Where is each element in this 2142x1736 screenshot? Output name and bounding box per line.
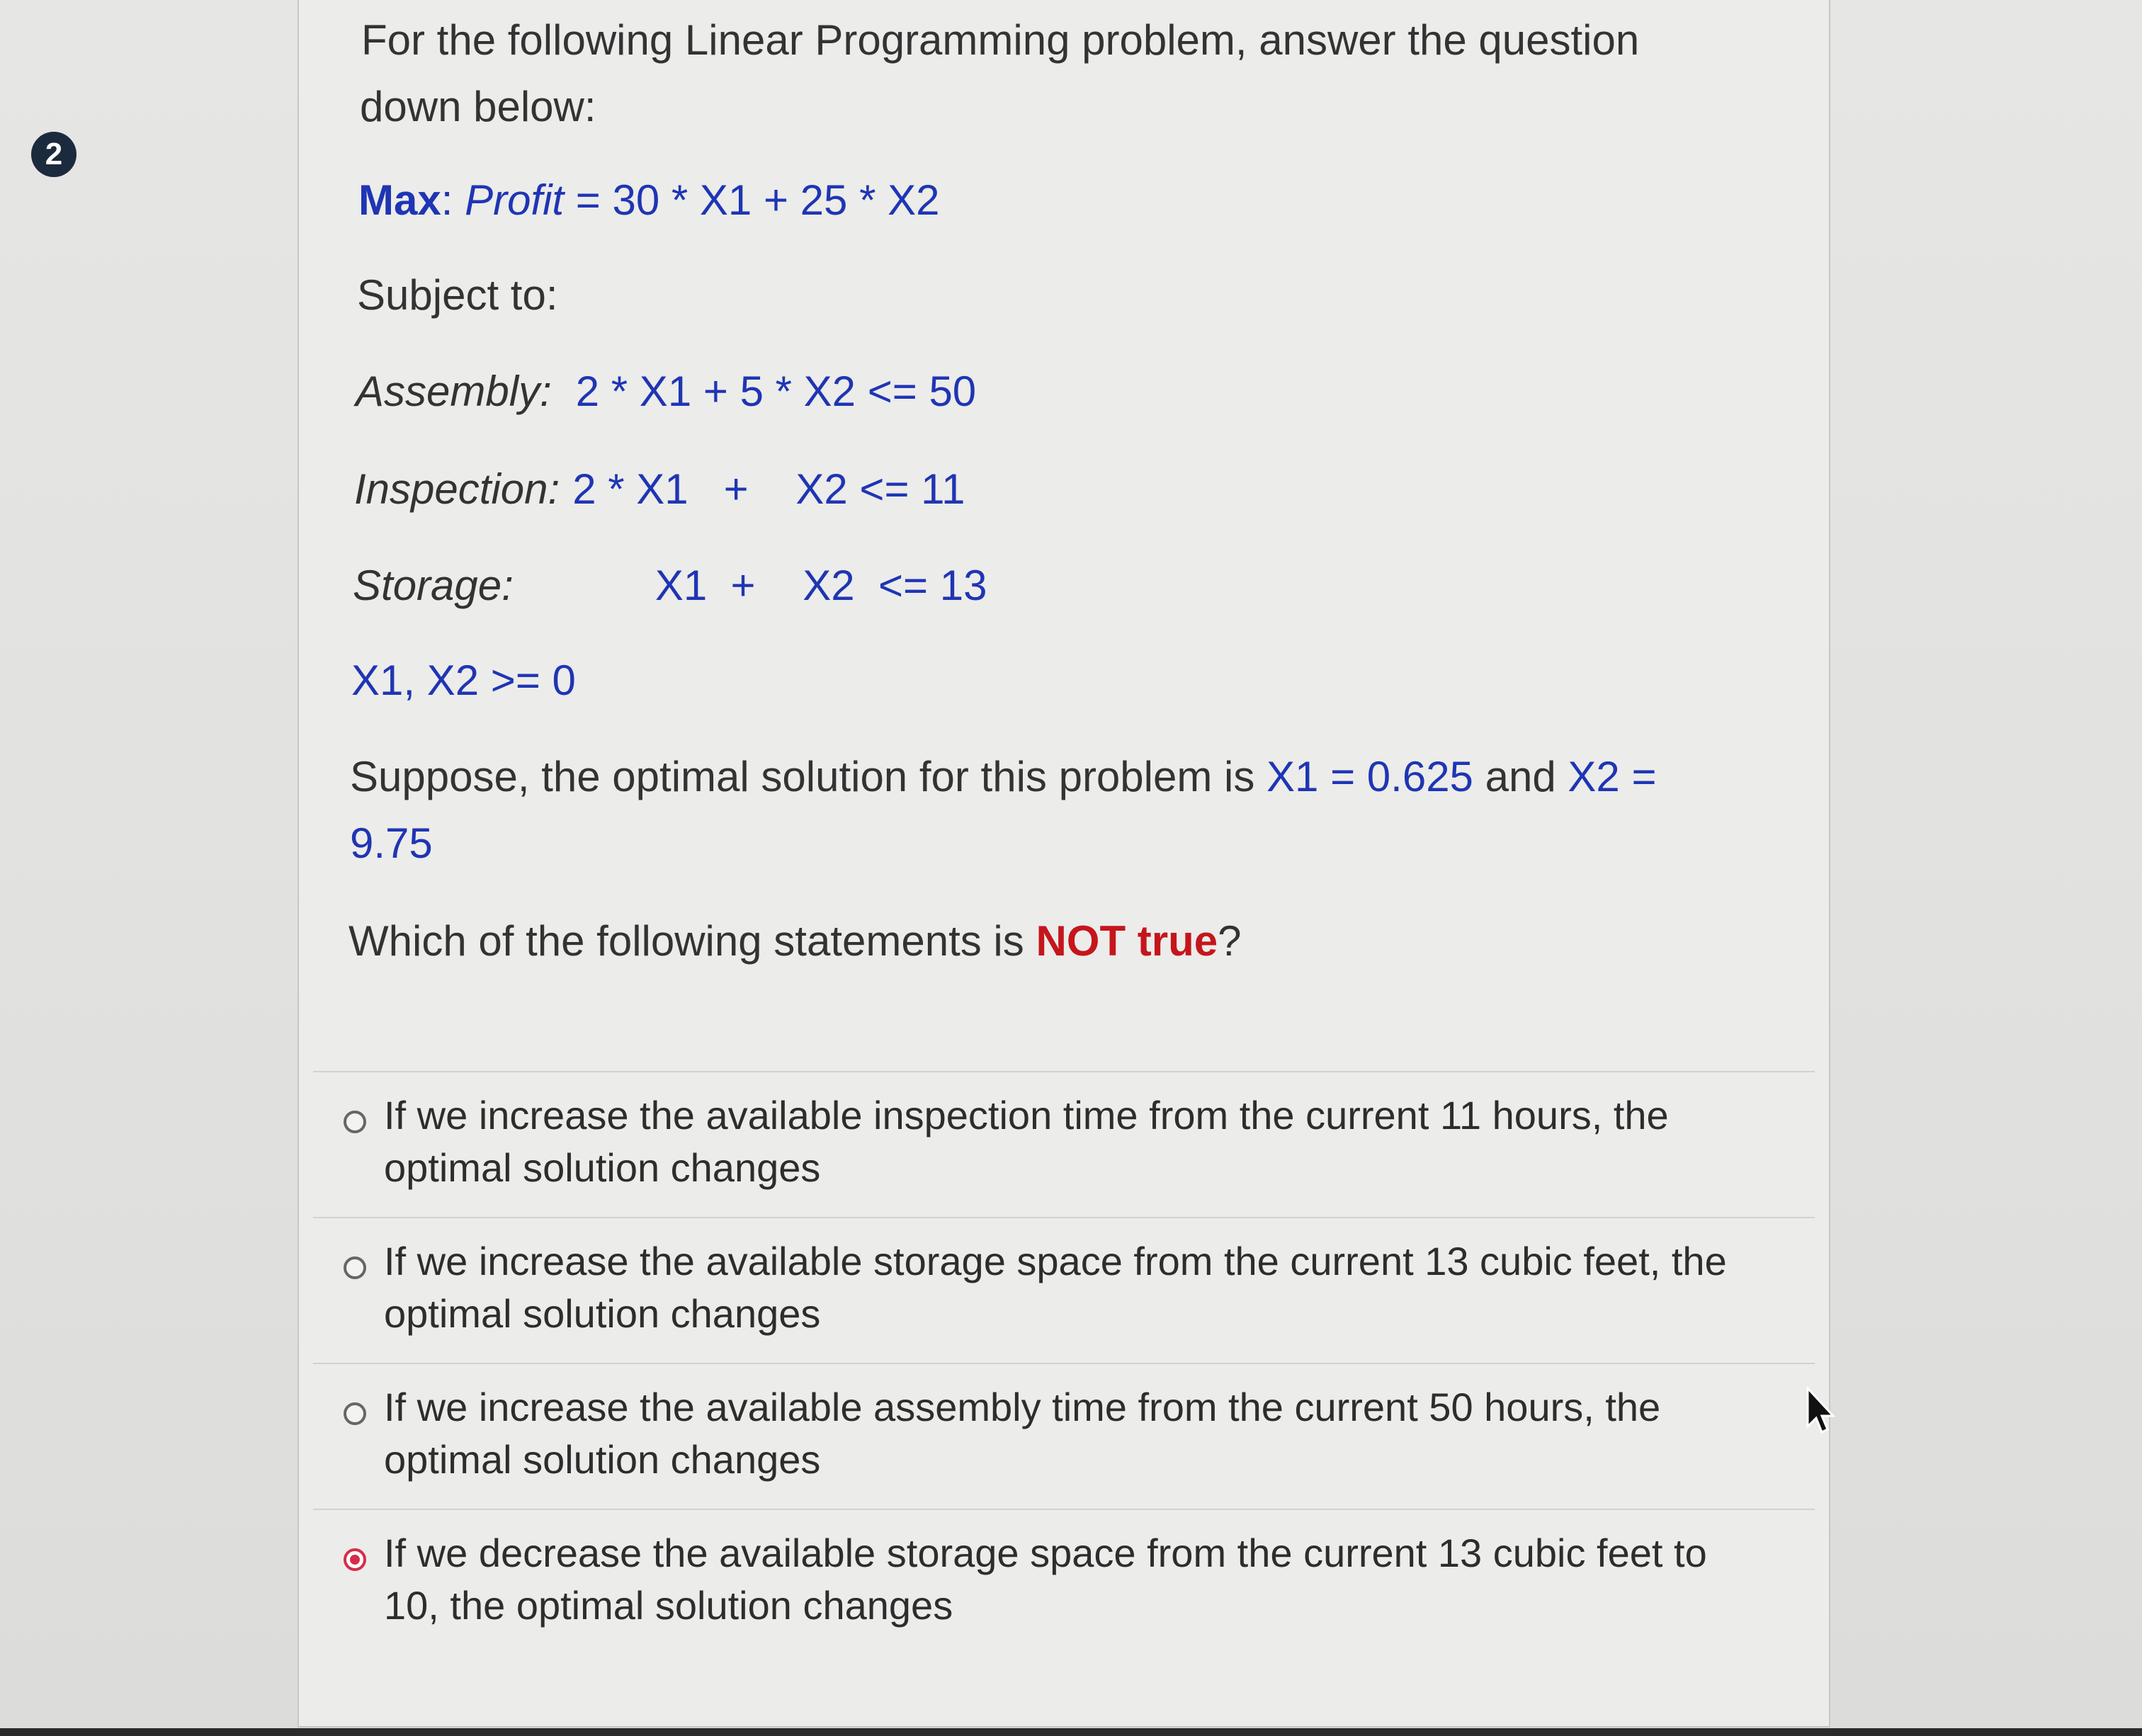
constraint-expression: X1 + X2 <= 13 [654,562,987,609]
suppose-x2: X2 = [1568,753,1657,800]
question-panel [298,0,1830,1728]
which-emphasis: NOT true [1036,917,1218,965]
radio-selected-icon[interactable] [344,1548,366,1571]
radio-unselected-icon[interactable] [344,1402,366,1425]
constraint-storage [353,561,987,610]
which-question [348,917,1241,965]
answer-line-1: If we decrease the available storage space from the current 13 cubic feet to [384,1531,1707,1575]
answer-line-2: 10, the optimal solution changes [384,1583,953,1628]
answer-line-1: If we increase the available assembly time from the current 50 hours, the [384,1385,1661,1429]
answer-text[interactable] [384,1527,1772,1632]
suppose-text: Suppose, the optimal solution for this problem is [350,753,1267,800]
objective-label: Profit [465,176,565,224]
which-suffix: ? [1218,917,1242,965]
answer-line-1: If we increase the available inspection time from the current 11 hours, the [384,1093,1669,1138]
answer-option-2[interactable] [313,1217,1815,1364]
radio-unselected-icon[interactable] [344,1256,366,1279]
suppose-x1: X1 = 0.625 [1266,753,1473,800]
objective-function [358,176,940,225]
answer-option-1[interactable] [313,1071,1815,1218]
answer-line-2: optimal solution changes [384,1437,821,1482]
answer-line-2: optimal solution changes [384,1291,821,1336]
question-number-badge: 2 [31,132,76,177]
which-prefix: Which of the following statements is [348,917,1036,965]
objective-colon: : [441,176,465,224]
subject-to-label: Subject to: [357,271,558,319]
answer-text[interactable] [384,1089,1772,1194]
screen-bottom-edge [0,1728,2142,1736]
intro-line-2: down below: [360,83,596,130]
answer-line-1: If we increase the available storage space from the current 13 cubic feet, the [384,1239,1727,1283]
constraint-expression: 2 * X1 + X2 <= 11 [572,465,965,513]
suppose-x2-value: 9.75 [350,819,433,867]
suppose-and: and [1473,753,1568,800]
intro-line-1: For the following Linear Programming problem, answer the question [361,16,1640,64]
answer-option-4[interactable] [313,1509,1815,1656]
constraint-assembly [356,367,976,416]
mouse-pointer-icon [1805,1387,1836,1436]
objective-expression: = 30 * X1 + 25 * X2 [564,176,940,224]
radio-unselected-icon[interactable] [344,1111,366,1133]
nonnegativity-constraint: X1, X2 >= 0 [351,657,576,704]
answer-line-2: optimal solution changes [384,1145,821,1190]
objective-max: Max [358,176,441,224]
answer-option-3[interactable] [313,1363,1815,1510]
suppose-line [350,752,1657,801]
constraint-label: Assembly: [356,368,552,415]
constraint-label: Inspection: [354,465,560,513]
answer-text[interactable] [384,1235,1772,1340]
constraint-inspection [354,465,965,514]
constraint-expression: 2 * X1 + 5 * X2 <= 50 [575,368,977,415]
answer-text[interactable] [384,1381,1772,1486]
constraint-label: Storage: [353,562,514,609]
